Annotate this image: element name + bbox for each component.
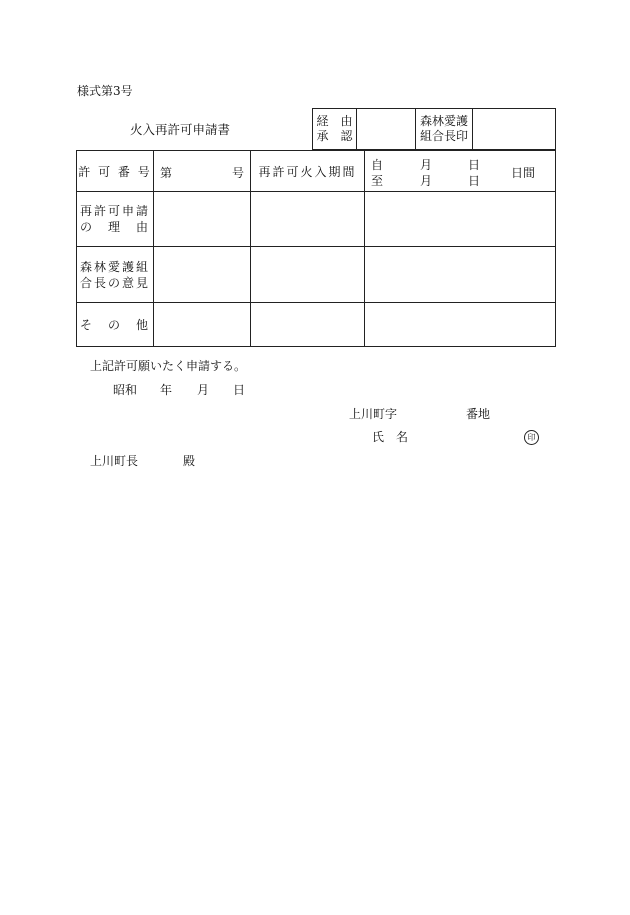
other-cell-3 bbox=[365, 303, 556, 347]
reason-cell-3 bbox=[365, 192, 556, 247]
other-cell-2 bbox=[251, 303, 365, 347]
seal-icon: 印 bbox=[524, 430, 539, 445]
reason-cell-1 bbox=[154, 192, 251, 247]
chief-seal-label: 森林愛護 組合長印 bbox=[416, 109, 473, 150]
addressee-name: 上川町長 bbox=[90, 454, 139, 468]
permit-number-label: 許 可 番 号 bbox=[77, 151, 154, 192]
addressee-honorific: 殿 bbox=[183, 454, 196, 468]
period-label: 再許可火入期間 bbox=[251, 151, 365, 192]
chief-seal-box bbox=[473, 109, 556, 150]
date-era: 昭和 bbox=[113, 383, 138, 397]
date-day: 日 bbox=[233, 383, 246, 397]
opinion-label: 森林愛護組 合長の意見 bbox=[77, 247, 154, 303]
form-number: 様式第3号 bbox=[77, 84, 133, 98]
opinion-cell-1 bbox=[154, 247, 251, 303]
other-label: そ の 他 bbox=[77, 303, 154, 347]
opinion-cell-3 bbox=[365, 247, 556, 303]
table-row bbox=[77, 247, 556, 303]
opinion-cell-2 bbox=[251, 247, 365, 303]
date-year: 年 bbox=[160, 383, 173, 397]
permit-number-cell: 第 号 bbox=[154, 151, 251, 192]
address-lot: 番地 bbox=[466, 407, 491, 421]
period-cell: 自 月 日 至 月 日 日間 bbox=[365, 151, 556, 192]
approval-stamp-box bbox=[357, 109, 416, 150]
name-label: 氏 名 bbox=[372, 430, 409, 444]
reason-cell-2 bbox=[251, 192, 365, 247]
address-town: 上川町字 bbox=[349, 407, 398, 421]
reason-label: 再許可申請 の 理 由 bbox=[77, 192, 154, 247]
table-row bbox=[77, 303, 556, 347]
approval-label: 経 由 承 認 bbox=[313, 109, 357, 150]
form-title: 火入再許可申請書 bbox=[130, 122, 231, 137]
table-row bbox=[77, 151, 556, 192]
date-month: 月 bbox=[197, 383, 210, 397]
table-row bbox=[77, 192, 556, 247]
main-table bbox=[76, 150, 556, 347]
other-cell-1 bbox=[154, 303, 251, 347]
approval-table bbox=[312, 108, 556, 150]
statement: 上記許可願いたく申請する。 bbox=[90, 359, 247, 373]
